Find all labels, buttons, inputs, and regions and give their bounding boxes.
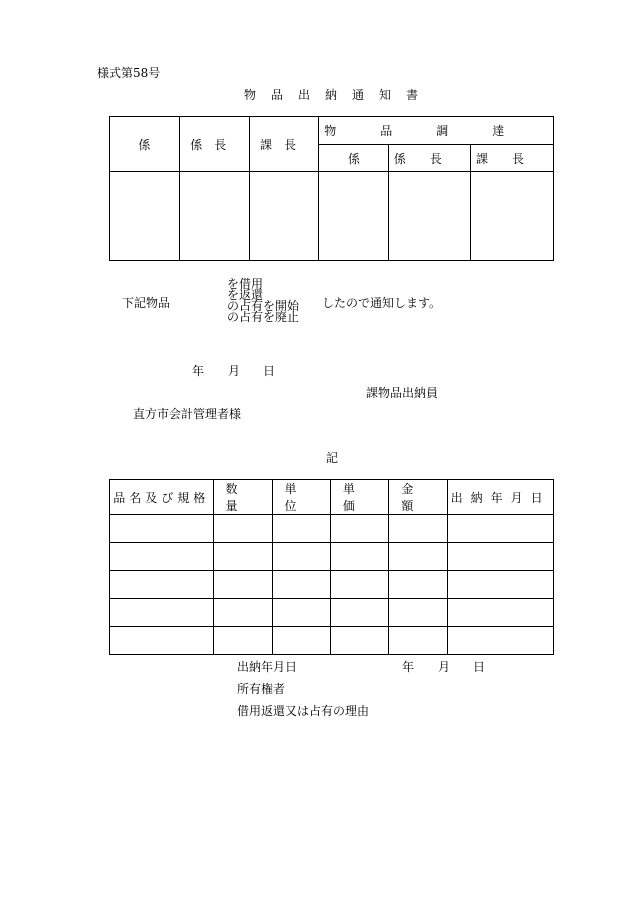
cell xyxy=(448,543,554,571)
header-chief: 係長 xyxy=(179,117,249,172)
cell xyxy=(272,515,331,543)
stamp-box xyxy=(110,172,180,261)
cell xyxy=(389,571,448,599)
cell xyxy=(389,515,448,543)
cell xyxy=(331,515,389,543)
notice-option: を借用 xyxy=(227,277,264,291)
owner-label: 所有権者 xyxy=(237,682,286,696)
date-day: 日 xyxy=(263,364,276,378)
cell xyxy=(110,571,214,599)
approval-table xyxy=(109,116,554,261)
col-header-amount: 金額 xyxy=(389,480,448,515)
notice-option: の占有を廃止 xyxy=(227,310,300,324)
date-year: 年 xyxy=(192,364,205,378)
addressee: 直方市会計管理者様 xyxy=(133,407,242,421)
cell xyxy=(331,627,389,655)
sub-header-chief: 係長 xyxy=(389,145,471,172)
record-heading: 記 xyxy=(326,451,339,465)
table-row xyxy=(110,599,554,627)
cell xyxy=(110,599,214,627)
col-header-unit-price: 単価 xyxy=(331,480,389,515)
clerk-label: 課物品出納員 xyxy=(366,386,439,400)
notice-options xyxy=(227,279,299,323)
header-procurement: 物品調達 xyxy=(319,117,554,145)
document-title: 物品出納通知書 xyxy=(244,88,434,102)
cell xyxy=(110,515,214,543)
stamp-box xyxy=(249,172,319,261)
stamp-box xyxy=(179,172,249,261)
cell xyxy=(448,515,554,543)
table-row xyxy=(110,627,554,655)
cell xyxy=(272,627,331,655)
cell xyxy=(448,571,554,599)
sub-header-manager: 課長 xyxy=(471,145,554,172)
header-staff: 係 xyxy=(110,117,180,172)
cell xyxy=(110,543,214,571)
form-number: 様式第58号 xyxy=(97,66,161,80)
cell xyxy=(448,599,554,627)
cell xyxy=(389,599,448,627)
reason-label: 借用返還又は占有の理由 xyxy=(237,704,370,718)
notice-option: を返還 xyxy=(227,288,264,302)
cell xyxy=(331,571,389,599)
col-header-name: 品名及び規格 xyxy=(110,480,214,515)
notice-prefix: 下記物品 xyxy=(122,296,171,310)
col-header-date: 出納年月日 xyxy=(448,480,554,515)
cell xyxy=(331,543,389,571)
footer-date-label: 出納年月日 xyxy=(237,660,298,674)
stamp-box xyxy=(389,172,471,261)
footer-month: 月 xyxy=(438,660,451,674)
cell xyxy=(213,543,272,571)
cell xyxy=(448,627,554,655)
notice-option: の占有を開始 xyxy=(227,299,300,313)
notice-suffix: したので通知します。 xyxy=(322,296,442,310)
stamp-box xyxy=(319,172,389,261)
cell xyxy=(110,627,214,655)
cell xyxy=(331,599,389,627)
stamp-box xyxy=(471,172,554,261)
cell xyxy=(389,627,448,655)
items-table xyxy=(109,479,554,655)
cell xyxy=(213,627,272,655)
col-header-unit: 単位 xyxy=(272,480,331,515)
cell xyxy=(389,543,448,571)
cell xyxy=(272,571,331,599)
table-row xyxy=(110,571,554,599)
items-header-row xyxy=(110,480,554,515)
col-header-quantity: 数量 xyxy=(213,480,272,515)
table-row xyxy=(110,543,554,571)
table-row xyxy=(110,515,554,543)
cell xyxy=(272,599,331,627)
cell xyxy=(213,599,272,627)
header-manager: 課長 xyxy=(249,117,319,172)
footer-year: 年 xyxy=(402,660,415,674)
date-month: 月 xyxy=(228,364,241,378)
sub-header-staff: 係 xyxy=(319,145,389,172)
cell xyxy=(213,515,272,543)
cell xyxy=(213,571,272,599)
footer-day: 日 xyxy=(473,660,486,674)
cell xyxy=(272,543,331,571)
